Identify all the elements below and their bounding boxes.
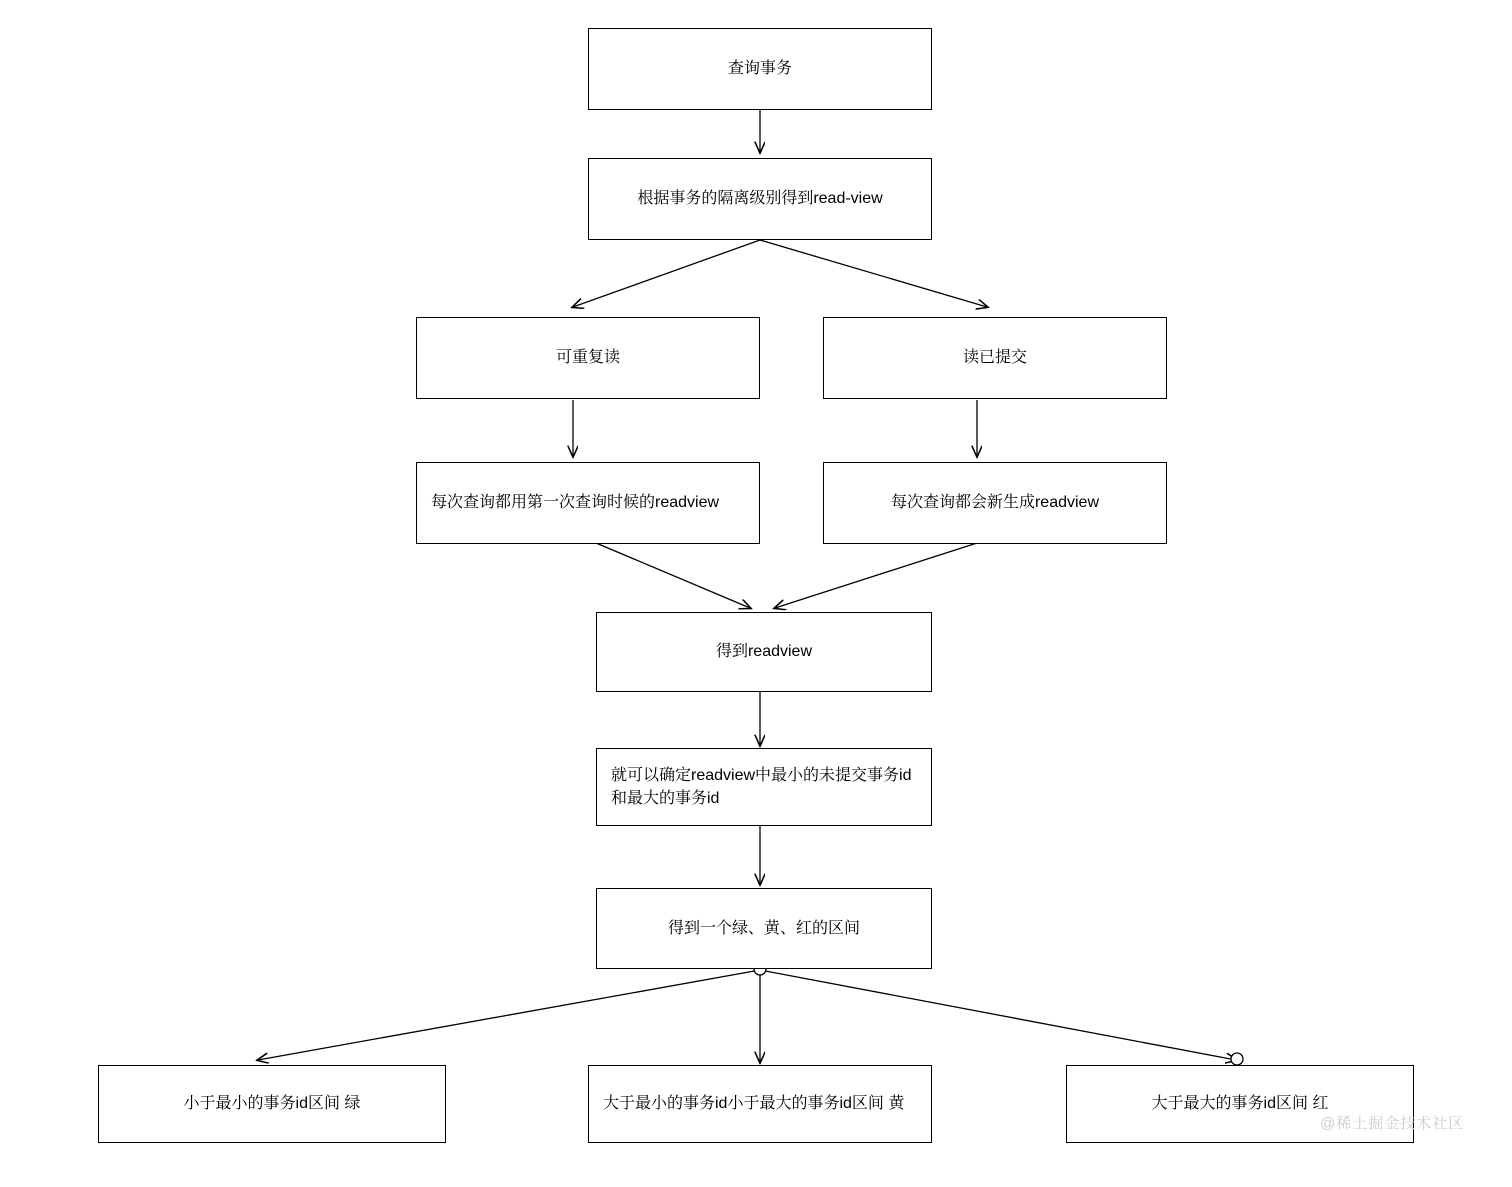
node-green-yellow-red-ranges [596,888,932,969]
edge-n6-n7 [775,543,977,608]
node-get-readview-by-isolation [588,158,932,240]
watermark: @稀土掘金技术社区 [1320,1115,1465,1132]
node-obtained-readview [596,612,932,692]
node-label: 可重复读 [555,349,620,367]
edge-n2-n4 [760,240,987,307]
node-new-readview-each-query [823,462,1167,544]
node-query-transaction [588,28,932,110]
node-label: 大于最大的事务id区间 红 [1151,1095,1329,1113]
node-repeatable-read [416,317,760,399]
node-range-yellow [588,1065,932,1143]
edge-n2-n3 [573,240,760,307]
node-label: 得到一个绿、黄、红的区间 [667,919,860,937]
edge-n5-n7 [596,543,750,608]
node-label: 根据事务的隔离级别得到read-view [637,190,883,208]
node-label: 读已提交 [962,349,1027,367]
node-label: 大于最小的事务id小于最大的事务id区间 黄 [603,1095,905,1113]
node-label: 得到readview [715,643,813,661]
edge-n9-n10 [258,970,760,1060]
node-label: 小于最小的事务id区间 绿 [183,1095,361,1113]
node-label: 查询事务 [727,60,792,78]
node-label: 就可以确定readview中最小的未提交事务id和最大的事务id [611,766,912,807]
node-label: 每次查询都会新生成readview [890,494,1100,512]
edge-endpoint-dot [1231,1053,1243,1065]
node-reuse-first-readview [416,462,760,544]
node-determine-min-max-trx-id [596,748,932,826]
node-range-green [98,1065,446,1143]
node-read-committed [823,317,1167,399]
edge-n9-n12 [760,970,1236,1060]
node-label: 每次查询都用第一次查询时候的readview [431,494,720,512]
